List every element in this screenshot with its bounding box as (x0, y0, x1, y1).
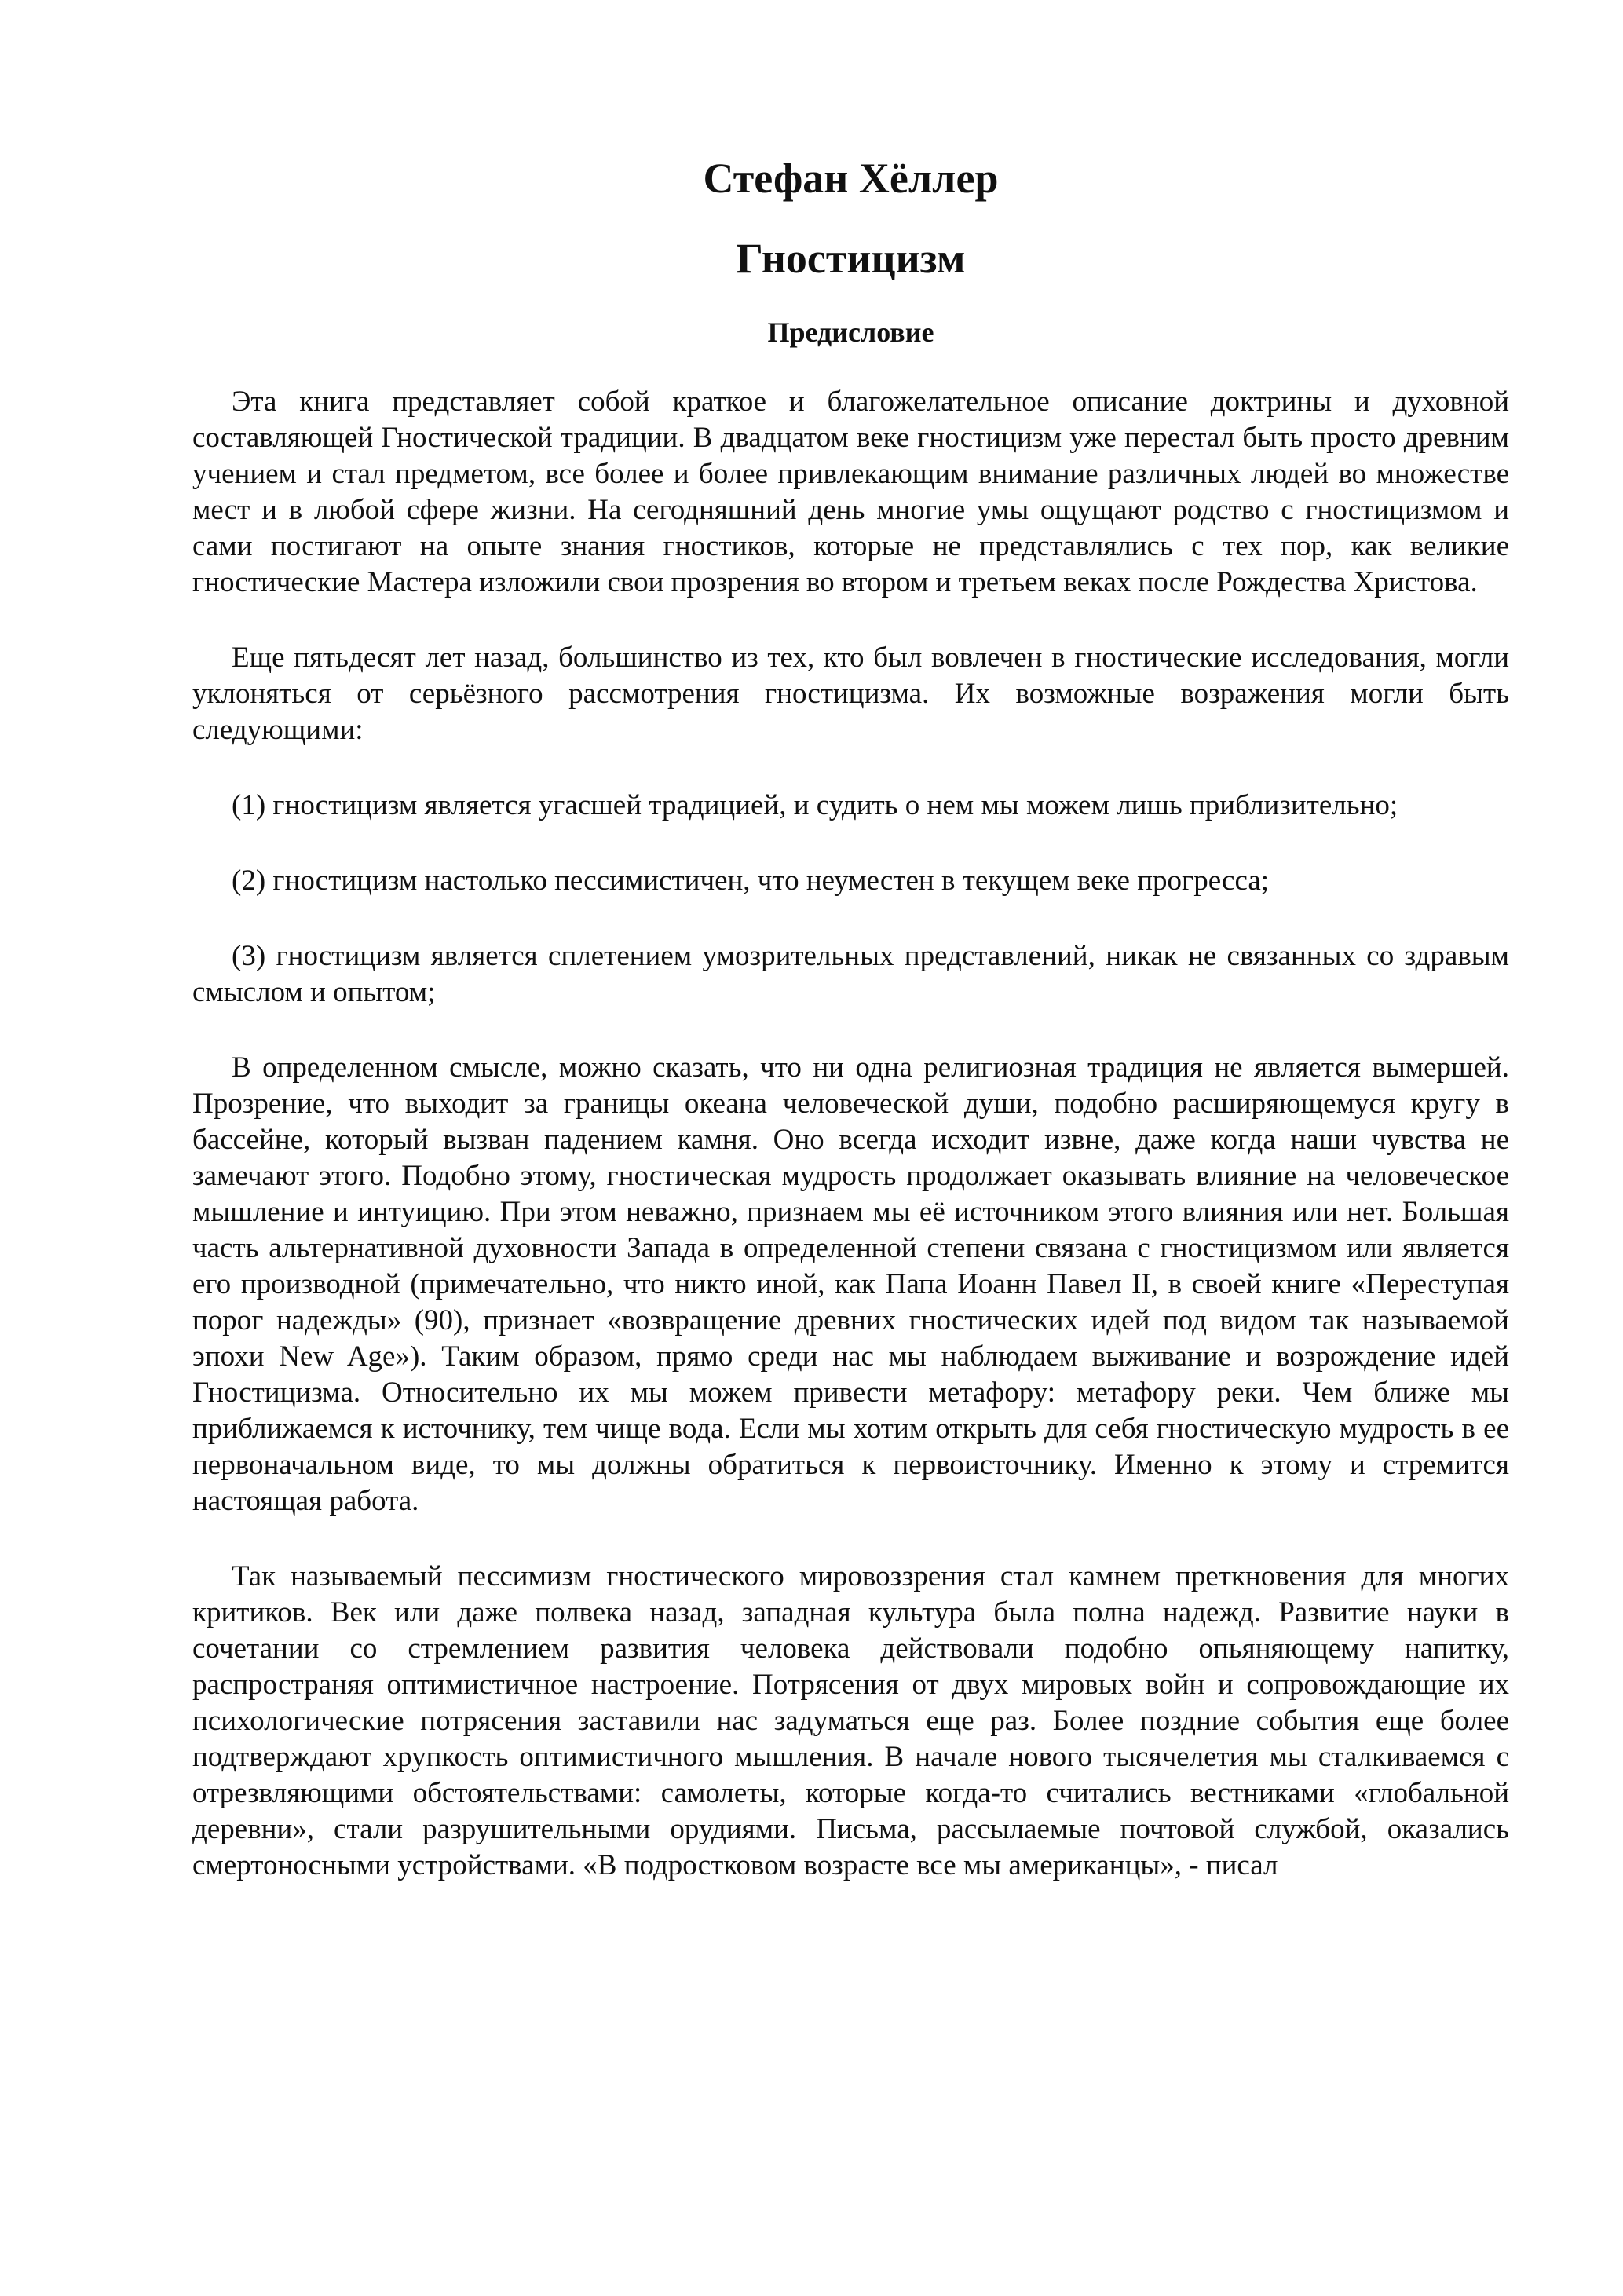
paragraph: Еще пятьдесят лет назад, большинство из тех, кто был вовлечен в гностические исследования, могли уклоняться от серьёзного рассмотрения гностицизма. Их возможные возражения могли быть следующими: (192, 642, 1509, 746)
section-title: Предисловие (767, 316, 934, 348)
paragraph: Так называемый пессимизм гностического мировоззрения стал камнем преткновения для многих критиков. Век или даже полвека назад, западная культура была полна надежд. Развитие науки в сочетании со стремлением развития человека действовали подобно опьяняющему напитку, распространяя оптимистичное настроение. Потрясения от двух мировых войн и сопровождающие их психологические потрясения заставили нас задуматься еще раз. Более поздние события еще более подтверждают хрупкость оптимистичного мышления. В начале нового тысячелетия мы сталкиваемся с отрезвляющими обстоятельствами: самолеты, которые когда-то считались вестниками «глобальной деревни», стали разрушительными орудиями. Письма, рассылаемые почтовой службой, оказались смертоносными устройствами. «В подростковом возрасте все мы американцы», - писал (192, 1560, 1509, 1881)
list-item-paragraph: (1) гностицизм является угасшей традицией, и судить о нем мы можем лишь приблизительно; (232, 789, 1398, 821)
document-page (192, 153, 1509, 1884)
book-title: Гностицизм (736, 235, 966, 282)
list-item-paragraph: (2) гностицизм настолько пессимистичен, что неуместен в текущем веке прогресса; (232, 865, 1270, 897)
list-item-paragraph: (3) гностицизм является сплетением умозрительных представлений, никак не связанных со здравым смыслом и опытом; (192, 940, 1509, 1008)
paragraph: В определенном смысле, можно сказать, что ни одна религиозная традиция не является вымершей. Прозрение, что выходит за границы океана человеческой души, подобно расширяющемуся кругу в бассейне, который вызван падением камня. Оно всегда исходит извне, даже когда наши чувства не замечают этого. Подобно этому, гностическая мудрость продолжает оказывать влияние на человеческое мышление и интуицию. При этом неважно, признаем мы её источником этого влияния или нет. Большая часть альтернативной духовности Запада в определенной степени связана с гностицизмом или является его производной (примечательно, что никто иной, как Папа Иоанн Павел II, в своей книге «Переступая порог надежды» (90), признает «возвращение древних гностических идей под видом так называемой эпохи New Age»). Таким образом, прямо среди нас мы наблюдаем выживание и возрождение идей Гностицизма. Относительно их мы можем привести метафору: метафору реки. Чем ближе мы приближаемся к источнику, тем чище вода. Если мы хотим открыть для себя гностическую мудрость в ее первоначальном виде, то мы должны обратиться к первоисточнику. Именно к этому и стремится настоящая работа. (192, 1051, 1509, 1517)
paragraph: Эта книга представляет собой краткое и благожелательное описание доктрины и духовной составляющей Гностической традиции. В двадцатом веке гностицизм уже перестал быть просто древним учением и стал предметом, все более и более привлекающим внимание различных людей во множестве мест и в любой сфере жизни. На сегодняшний день многие умы ощущают родство с гностицизмом и сами постигают на опыте знания гностиков, которые не представлялись с тех пор, как великие гностические Мастера изложили свои прозрения во втором и третьем веках после Рождества Христова. (192, 386, 1509, 598)
author-name: Стефан Хёллер (703, 155, 999, 202)
